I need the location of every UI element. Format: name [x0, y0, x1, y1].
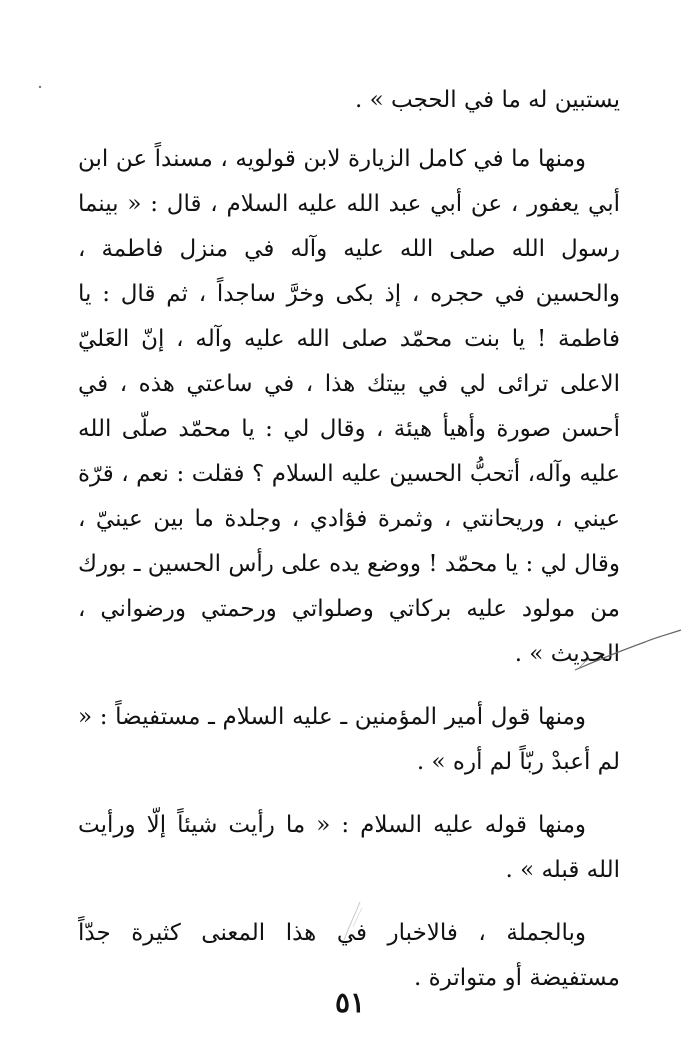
paragraph-1: يستبين له ما في الحجب » .: [354, 87, 620, 113]
paragraph-3: ومنها قول أمير المؤمنين ـ عليه السلام ـ مستفيضاً : « لم أعبدْ ربّاً لم أره » .: [78, 704, 620, 775]
page-body: [78, 78, 620, 1001]
scan-speck: [38, 74, 42, 78]
paragraph-4: ومنها قوله عليه السلام : « ما رأيت شيئاً إلّا ورأيت الله قبله » .: [78, 812, 620, 883]
faint-pencil-mark: [338, 900, 366, 944]
paragraph-5: وبالجملة ، فالاخبار في هذا المعنى كثيرة جدّاً مستفيضة أو متواترة .: [78, 920, 620, 991]
paragraph-2: ومنها ما في كامل الزيارة لابن قولويه ، مسنداً عن ابن أبي يعفور ، عن أبي عبد الله عليه السلام ، قال : « بينما رسول الله صلى الله عليه وآله في منزل فاطمة ، والحسين في حجره ، إذ بكى وخرَّ ساجداً ، ثم قال : يا فاطمة ! يا بنت محمّد صلى الله عليه وآله ، إنّ العَليّ الاعلى ترائى لي في بيتك هذا ، في ساعتي هذه ، في أحسن صورة وأهيأ هيئة ، وقال لي : يا محمّد صلّى الله عليه وآله، أتحبُّ الحسين عليه السلام ؟ فقلت : نعم ، قرّة عيني ، وريحانتي ، وثمرة فؤادي ، وجلدة ما بين عينيّ ، وقال لي : يا محمّد ! ووضع يده على رأس الحسين ـ بورك من مولود عليه بركاتي وصلواتي ورحمتي ورضواني ، الحديث » .: [78, 146, 620, 667]
margin-pen-stroke: [573, 626, 683, 676]
page-number: ٥١: [334, 986, 366, 1019]
